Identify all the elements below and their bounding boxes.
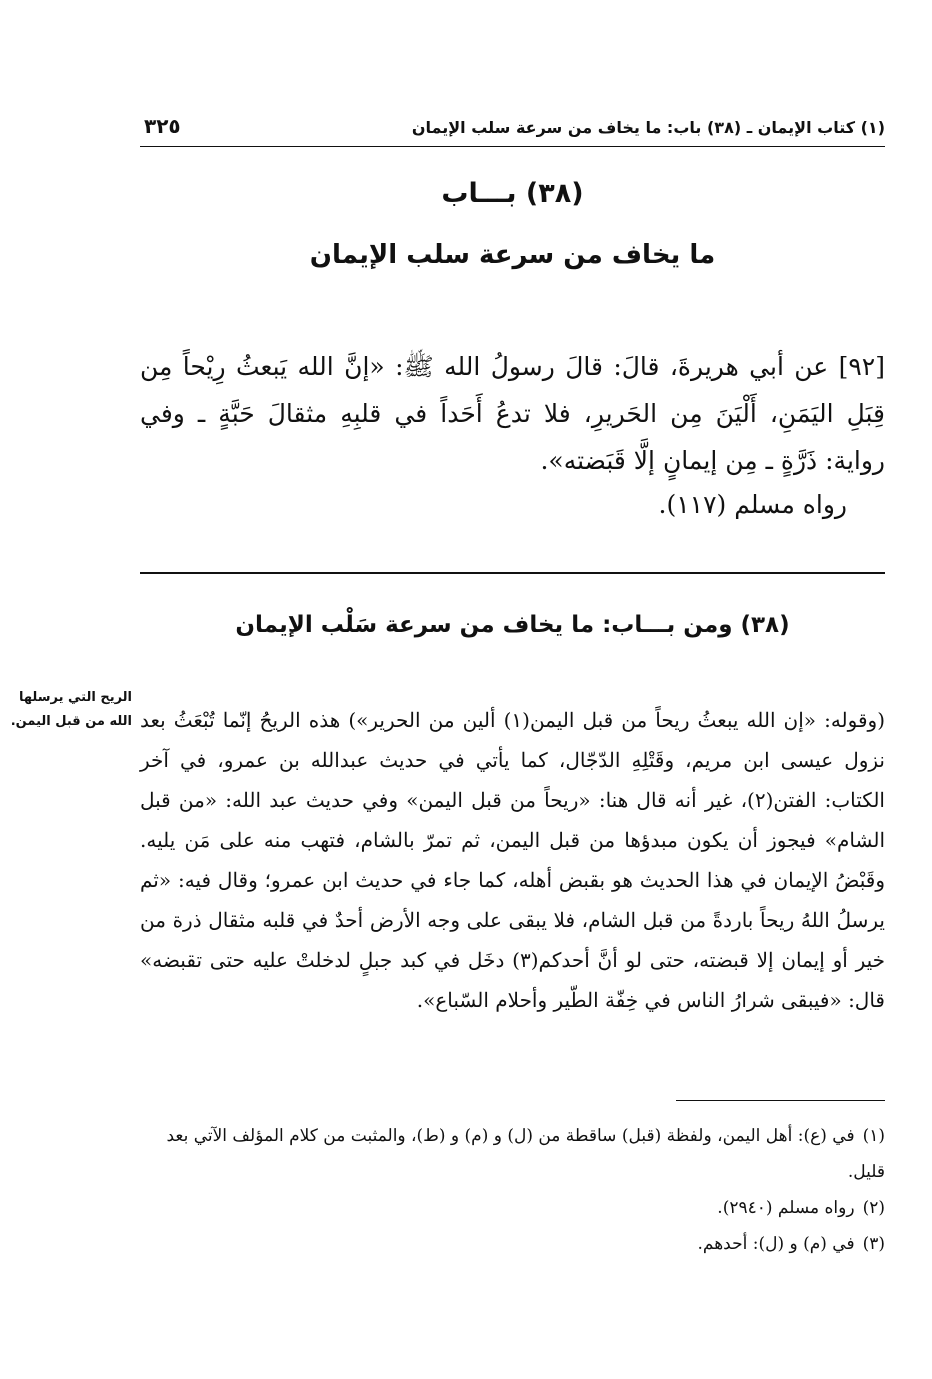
commentary-title: (٣٨) ومن بـــاب: ما يخاف من سرعة سَلْب الإيمان [235, 612, 790, 638]
chapter-title: ما يخاف من سرعة سلب الإيمان [309, 240, 716, 270]
margin-note: الريح التي يرسلها الله من قبل اليمن. [10, 690, 132, 729]
commentary-text: (وقوله: «إن الله يبعثُ ريحاً من قبل اليمن(١) ألين من الحرير») هذه الريحُ إنّما تُبْعَثُ بعد نزول عيسى ابن مريم، وقَتْلِهِ الدّجّال، كما يأتي في حديث عبدالله بن عمرو، في آخر الكتاب: الفتن(٢)، غير أنه قال هنا: «ريحاً من قبل اليمن» وفي حديث عبد الله: «من قبل الشام» فيجوز أن يكون مبدؤها من قبل اليمن، ثم تمرّ بالشام، فتهب منه على مَن يليه. وقَبْضُ الإيمان في هذا الحديث هو بقبض أهله، كما جاء في حديث ابن عمرو؛ وقال فيه: «ثم يرسلُ اللهُ ريحاً باردةً من قبل الشام، فلا يبقى على وجه الأرض أحدٌ في قلبه مثقال ذرة من خير أو إيمان إلا قبضته، حتى لو أنَّ أحدكم(٣) دخَل في كبد جبلٍ لدخلتْ عليه حتى تقبضه» قال: «فيبقى شرارُ الناس في خِفّة الطّير وأحلام السّباع». [140, 708, 885, 1012]
running-header [140, 112, 885, 147]
footnote-text: في (م) و (ل): أحدهم. [697, 1234, 855, 1254]
footnote-number: (٣) [862, 1234, 885, 1254]
hadith-text: [٩٢] عن أبي هريرةَ، قالَ: قالَ رسولُ الله ﷺ: «إنَّ الله يَبعثُ رِيْحاً مِن قِبَلِ اليَمَنِ، أَلْيَنَ مِن الحَريرِ، فلا تدعُ أَحَداً في قلبِهِ مثقالَ حَبَّةٍ ـ وفي رواية: ذَرَّةٍ ـ مِن إيمانٍ إلَّا قَبَضته». [140, 352, 886, 475]
footnotes [140, 1118, 885, 1262]
footnote-3 [140, 1226, 885, 1262]
hadith-source: رواه مسلم (١١٧). [658, 490, 847, 519]
footnote-rule [676, 1100, 885, 1101]
footnote-2 [140, 1190, 885, 1226]
footnote-number: (٢) [862, 1198, 885, 1218]
section-divider [140, 572, 885, 574]
header-title: (١) كتاب الإيمان ـ (٣٨) باب: ما يخاف من سرعة سلب الإيمان [411, 118, 885, 137]
footnote-text: في (ع): أهل اليمن، ولفظة (قبل) ساقطة من (ل) و (م) و (ط)، والمثبت من كلام المؤلف الآتي بعد قليل. [166, 1126, 885, 1182]
chapter-number: (٣٨) بـــاب [441, 178, 584, 209]
footnote-1 [140, 1118, 885, 1190]
page-number: ٣٢٥ [144, 114, 181, 138]
footnote-text: رواه مسلم (٢٩٤٠). [717, 1198, 855, 1218]
footnote-number: (١) [862, 1126, 885, 1146]
